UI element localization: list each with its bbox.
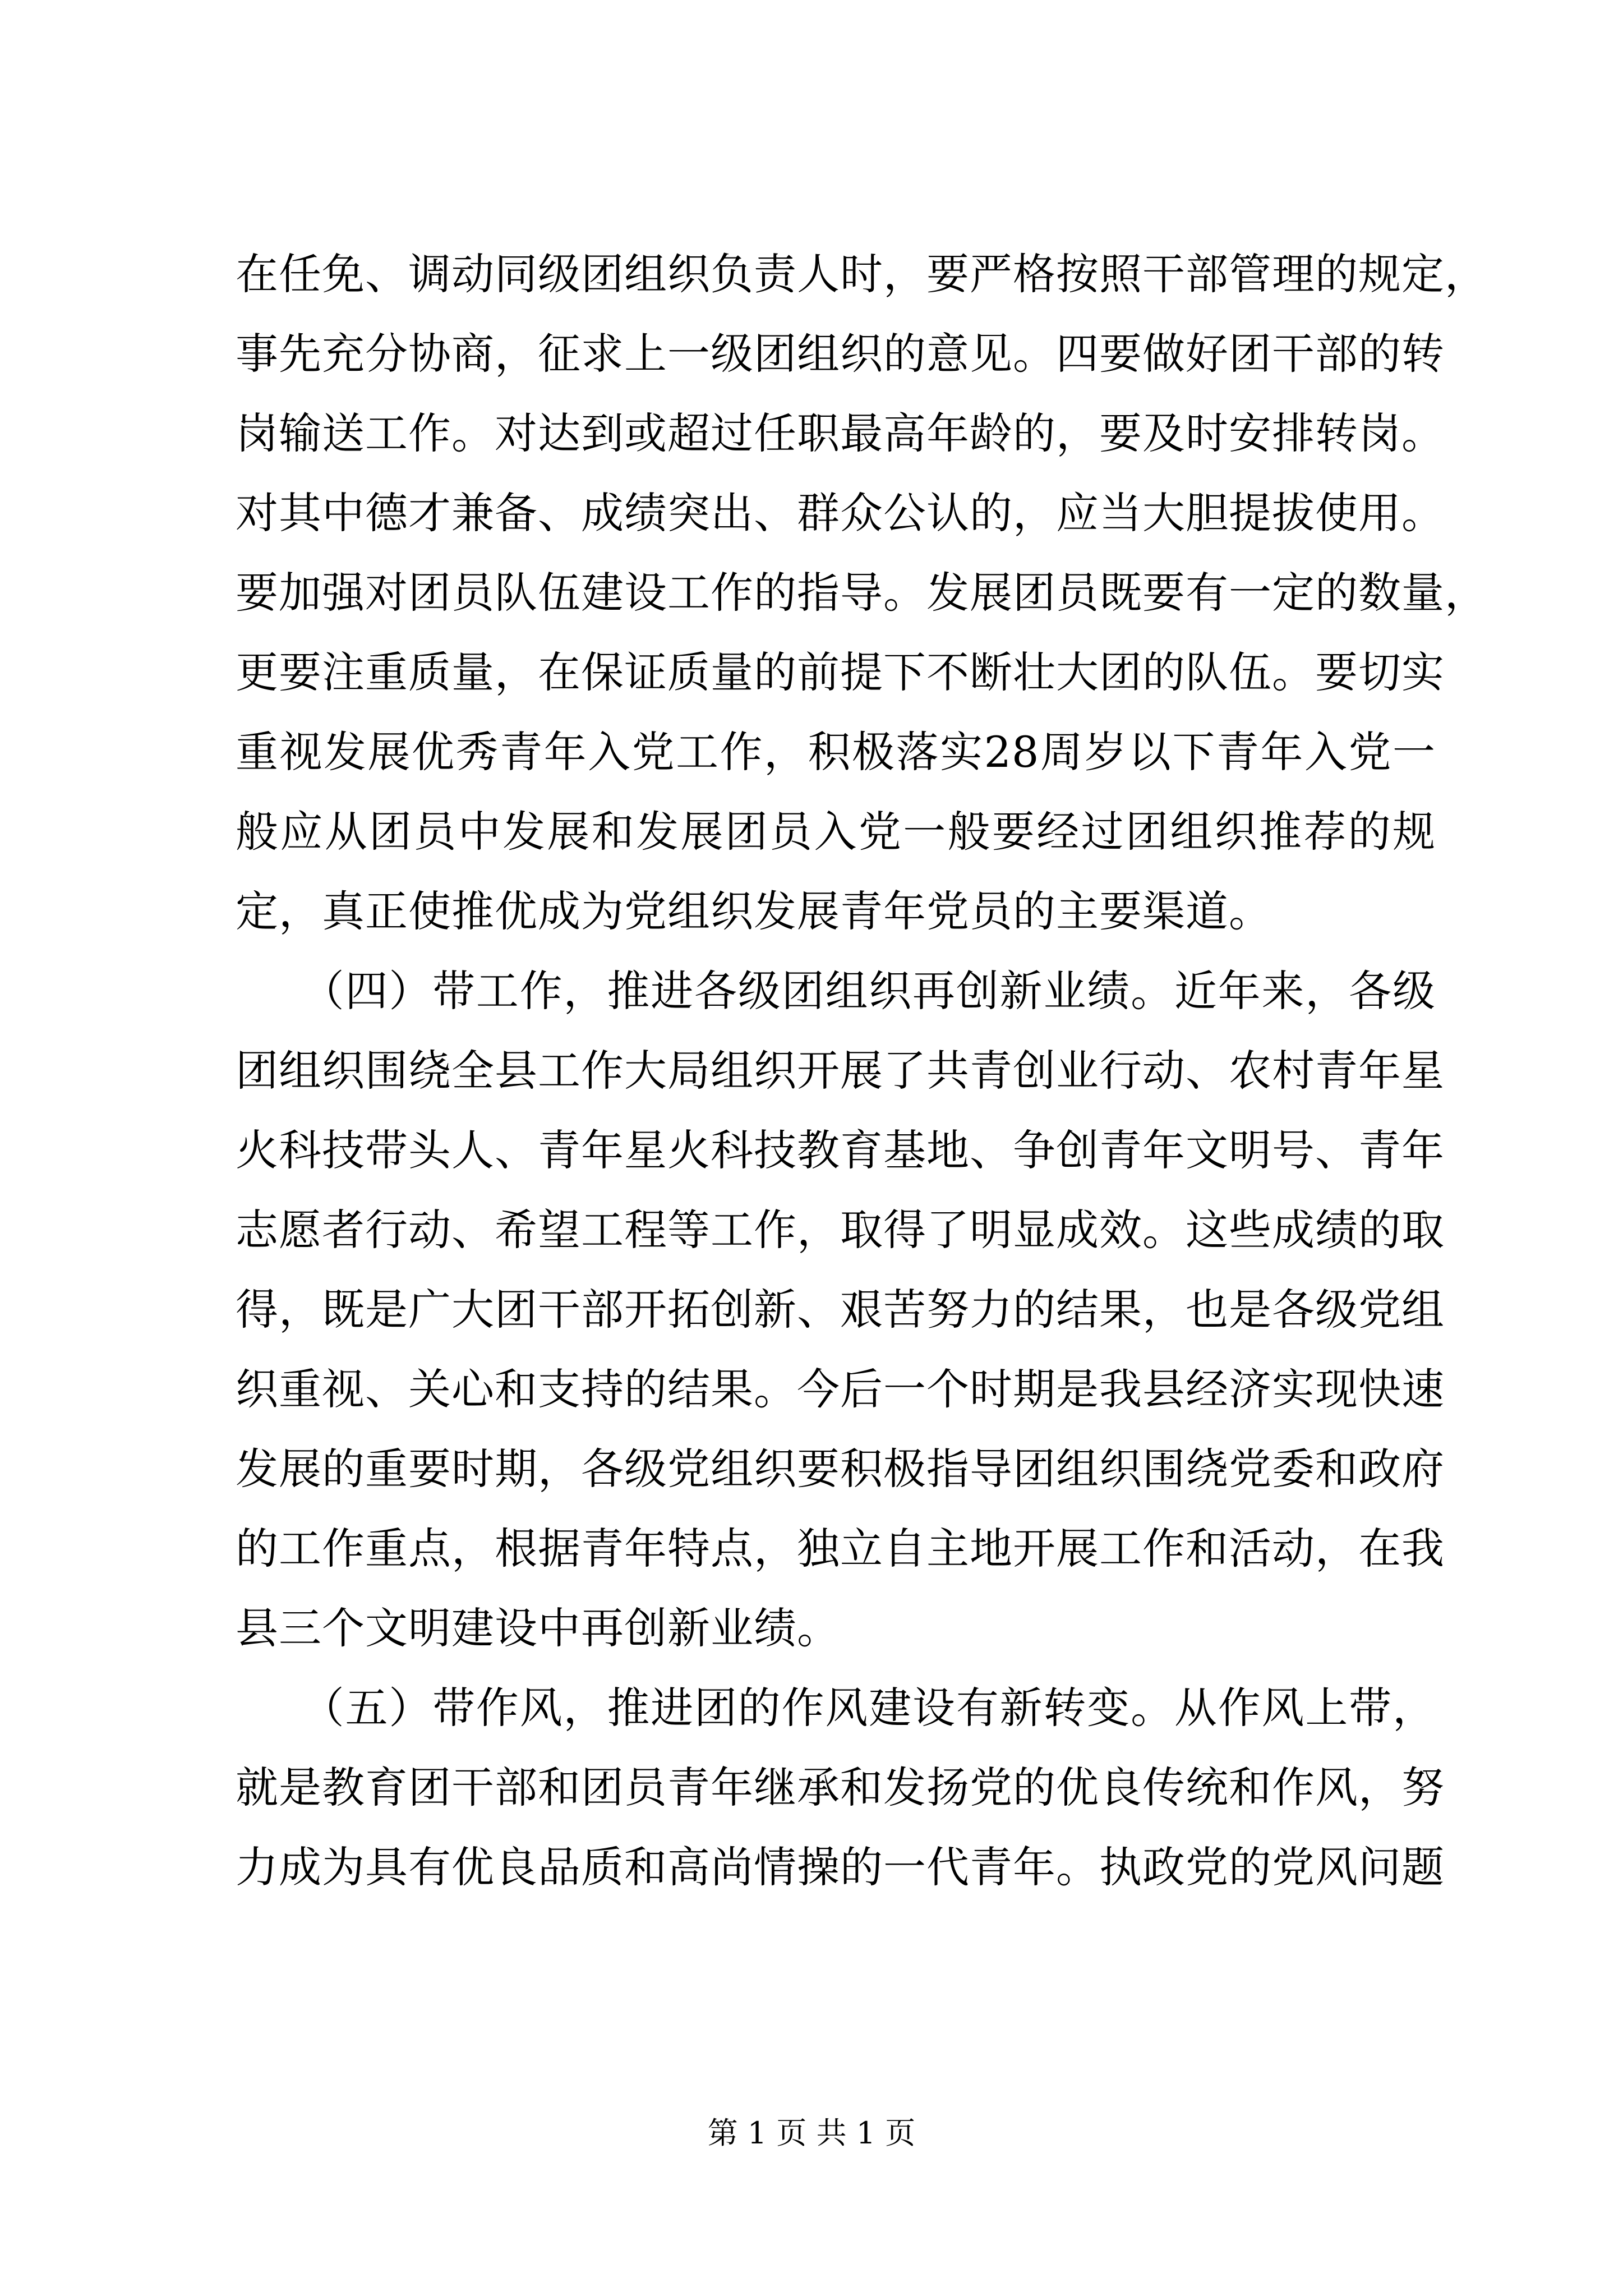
text-line: 更要注重质量，在保证质量的前提下不断壮大团的队伍。要切实	[236, 647, 1445, 697]
text-line: 岗输送工作。对达到或超过任职最高年龄的，要及时安排转岗。	[236, 408, 1445, 458]
page-number: 第 1 页 共 1 页	[707, 2115, 916, 2151]
text-line: 定，真正使推优成为党组织发展青年党员的主要渠道。	[236, 886, 1272, 936]
page-footer	[0, 2114, 1623, 2153]
body-text	[236, 234, 1488, 1907]
text-line: 团组织围绕全县工作大局组织开展了共青创业行动、农村青年星	[236, 1046, 1445, 1096]
text-line: 对其中德才兼备、成绩突出、群众公认的，应当大胆提拔使用。	[236, 488, 1445, 538]
text-line: 在任免、调动同级团组织负责人时，要严格按照干部管理的规定，	[236, 249, 1488, 299]
text-line: 志愿者行动、希望工程等工作，取得了明显成效。这些成绩的取	[236, 1205, 1445, 1255]
text-line: 的工作重点，根据青年特点，独立自主地开展工作和活动，在我	[236, 1524, 1445, 1573]
text-line: 般应从团员中发展和发展团员入党一般要经过团组织推荐的规	[236, 807, 1436, 857]
text-line: 发展的重要时期，各级党组织要积极指导团组织围绕党委和政府	[236, 1444, 1445, 1494]
text-line: 县三个文明建设中再创新业绩。	[236, 1603, 840, 1653]
text-line: 要加强对团员队伍建设工作的指导。发展团员既要有一定的数量，	[236, 568, 1488, 618]
text-line: 织重视、关心和支持的结果。今后一个时期是我县经济实现快速	[236, 1364, 1445, 1414]
text-line: 就是教育团干部和团员青年继承和发扬党的优良传统和作风，努	[236, 1763, 1445, 1812]
text-line: 事先充分协商，征求上一级团组织的意见。四要做好团干部的转	[236, 329, 1445, 379]
text-line: 得，既是广大团干部开拓创新、艰苦努力的结果，也是各级党组	[236, 1285, 1445, 1335]
text-line: 力成为具有优良品质和高尚情操的一代青年。执政党的党风问题	[236, 1842, 1445, 1892]
text-line: （五）带作风，推进团的作风建设有新转变。从作风上带，	[236, 1683, 1436, 1733]
text-line: 火科技带头人、青年星火科技教育基地、争创青年文明号、青年	[236, 1125, 1445, 1175]
text-line: （四）带工作，推进各级团组织再创新业绩。近年来，各级	[236, 966, 1436, 1016]
text-line: 重视发展优秀青年入党工作，积极落实28周岁以下青年入党一	[236, 727, 1436, 777]
